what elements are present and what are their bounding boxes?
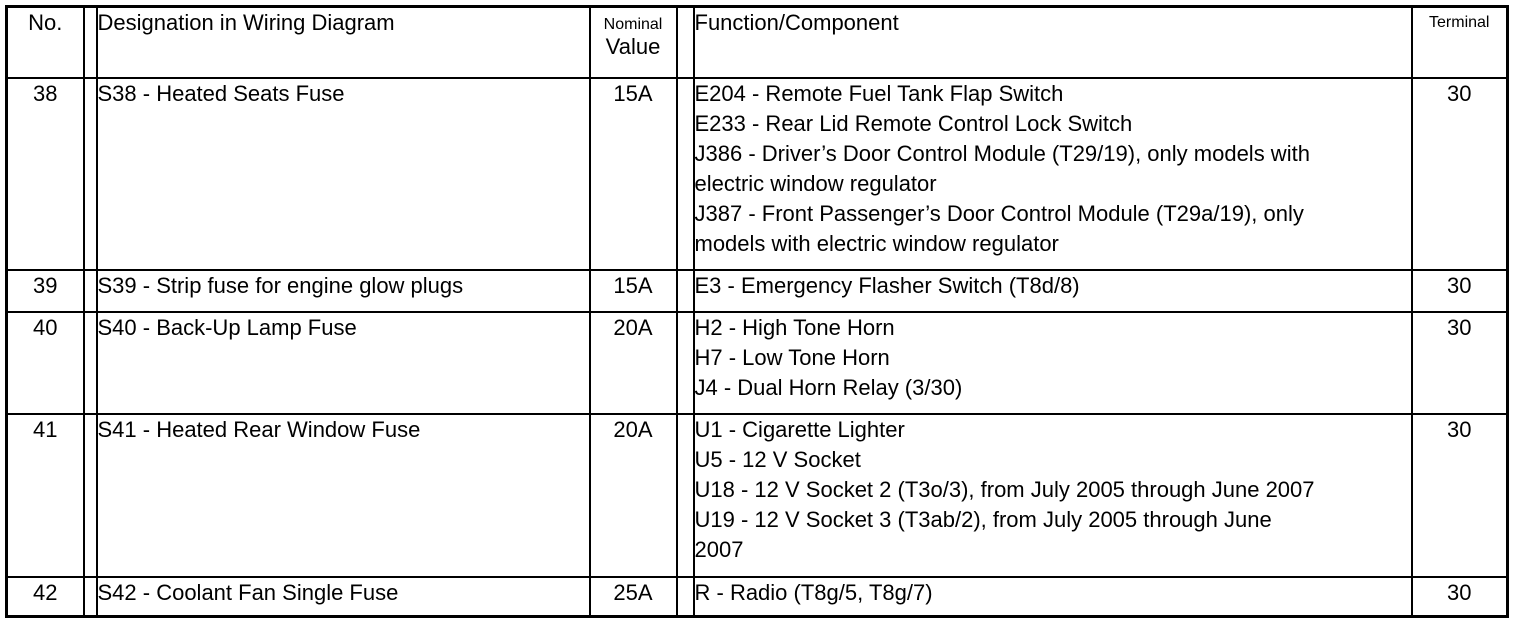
spacer-cell: [677, 78, 694, 270]
function-item: E204 - Remote Fuel Tank Flap Switch: [694, 80, 1064, 106]
function-item: E233 - Rear Lid Remote Control Lock Switch: [694, 110, 1133, 136]
fuse-table-body: [7, 78, 1508, 617]
header-row: [7, 7, 1508, 78]
fuse-designation: S41 - Heated Rear Window Fuse: [97, 414, 590, 577]
function-item: electric window regulator: [694, 170, 937, 196]
fuse-table-container: [5, 5, 1506, 620]
terminal-value: 30: [1412, 270, 1508, 312]
fuse-designation: S38 - Heated Seats Fuse: [97, 78, 590, 270]
fuse-number: 42: [7, 577, 84, 617]
fuse-number: 38: [7, 78, 84, 270]
function-list: [694, 577, 1412, 617]
table-row: [7, 312, 1508, 414]
header-nominal-label: Nominal: [603, 16, 663, 33]
fuse-designation: S42 - Coolant Fan Single Fuse: [97, 577, 590, 617]
function-item: U19 - 12 V Socket 3 (T3ab/2), from July 2005 through June: [694, 506, 1272, 532]
fuse-value: 20A: [590, 312, 677, 414]
header-no: No.: [7, 7, 84, 78]
spacer-cell: [84, 414, 97, 577]
function-item: J387 - Front Passenger’s Door Control Module (T29a/19), only: [694, 200, 1304, 226]
fuse-designation: S40 - Back-Up Lamp Fuse: [97, 312, 590, 414]
spacer-cell: [677, 270, 694, 312]
table-row: [7, 577, 1508, 617]
spacer-cell: [84, 270, 97, 312]
terminal-value: 30: [1412, 414, 1508, 577]
function-item: 2007: [694, 536, 744, 562]
header-terminal: Terminal: [1412, 7, 1508, 78]
fuse-value: 25A: [590, 577, 677, 617]
fuse-value: 15A: [590, 270, 677, 312]
spacer-cell: [677, 312, 694, 414]
fuse-value: 15A: [590, 78, 677, 270]
header-designation: Designation in Wiring Diagram: [97, 7, 590, 78]
spacer-cell: [84, 78, 97, 270]
function-item: R - Radio (T8g/5, T8g/7): [694, 579, 933, 605]
spacer-cell: [677, 577, 694, 617]
header-spacer-1: [84, 7, 97, 78]
function-item: U18 - 12 V Socket 2 (T3o/3), from July 2005 through June 2007: [694, 476, 1315, 502]
header-spacer-2: [677, 7, 694, 78]
spacer-cell: [84, 577, 97, 617]
function-item: H2 - High Tone Horn: [694, 314, 895, 340]
function-item: U1 - Cigarette Lighter: [694, 416, 905, 442]
spacer-cell: [677, 414, 694, 577]
function-item: J4 - Dual Horn Relay (3/30): [694, 374, 963, 400]
function-item: models with electric window regulator: [694, 230, 1059, 256]
fuse-number: 41: [7, 414, 84, 577]
terminal-value: 30: [1412, 577, 1508, 617]
spacer-cell: [84, 312, 97, 414]
header-function: Function/Component: [694, 7, 1412, 78]
fuse-table: [5, 5, 1509, 618]
function-item: U5 - 12 V Socket: [694, 446, 861, 472]
fuse-value: 20A: [590, 414, 677, 577]
fuse-designation: S39 - Strip fuse for engine glow plugs: [97, 270, 590, 312]
function-list: [694, 414, 1412, 577]
header-nominal-value: [590, 7, 677, 78]
fuse-number: 39: [7, 270, 84, 312]
terminal-value: 30: [1412, 78, 1508, 270]
function-item: J386 - Driver’s Door Control Module (T29/19), only models with: [694, 140, 1310, 166]
table-row: [7, 270, 1508, 312]
function-item: H7 - Low Tone Horn: [694, 344, 890, 370]
function-list: [694, 312, 1412, 414]
function-item: E3 - Emergency Flasher Switch (T8d/8): [694, 272, 1080, 298]
function-list: [694, 78, 1412, 270]
table-row: [7, 414, 1508, 577]
table-row: [7, 78, 1508, 270]
header-value-label: Value: [605, 34, 661, 59]
function-list: [694, 270, 1412, 312]
terminal-value: 30: [1412, 312, 1508, 414]
fuse-number: 40: [7, 312, 84, 414]
